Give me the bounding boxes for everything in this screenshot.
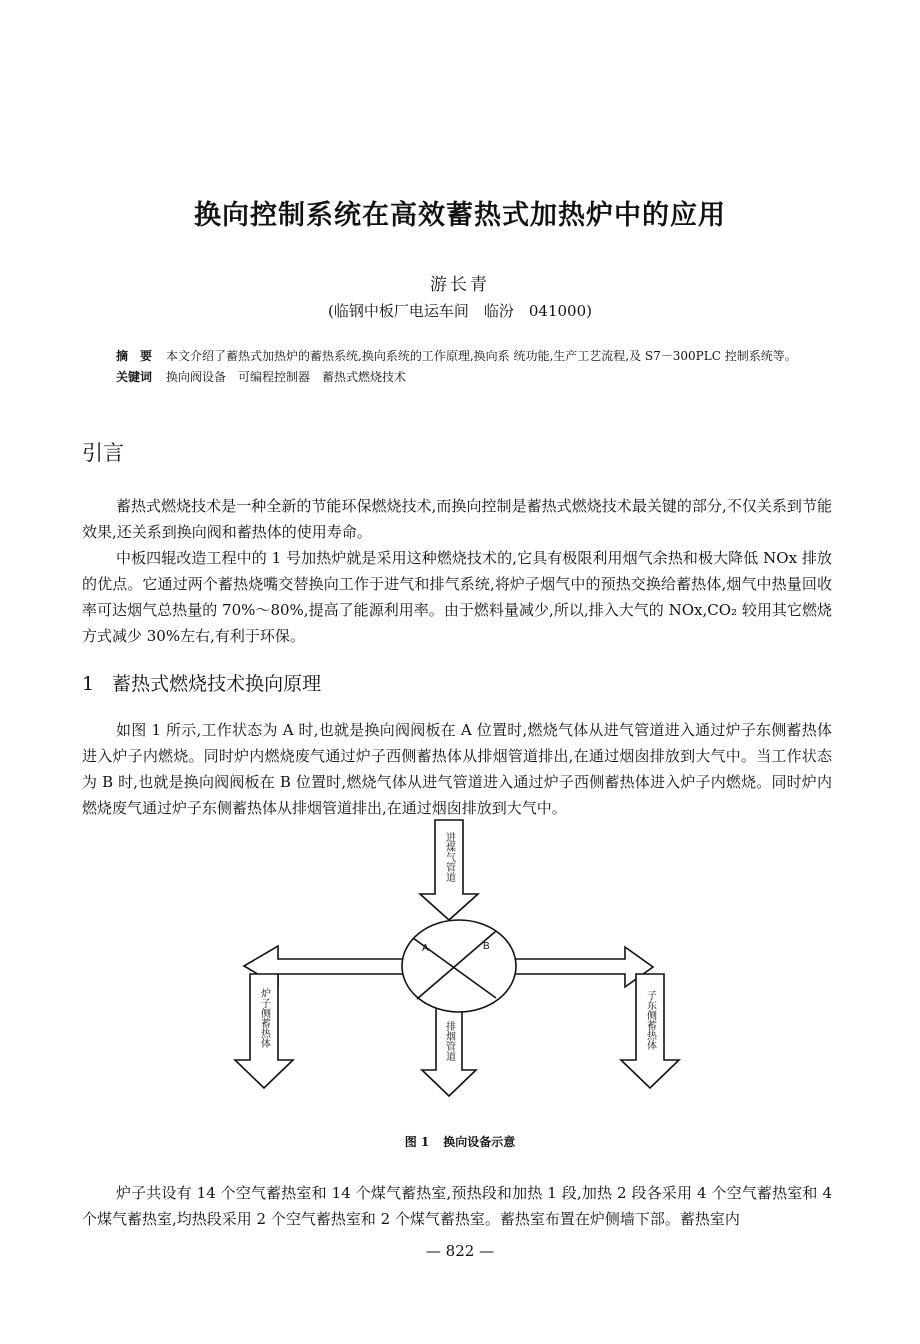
keywords-label: 关键词 (116, 370, 153, 384)
section-1-heading (82, 669, 321, 696)
figure-caption (0, 1133, 920, 1150)
exhaust-label: 排烟管道 (443, 1021, 455, 1061)
figure-caption-text: 换向设备示意 (443, 1135, 516, 1149)
abstract-label: 摘 要 (116, 349, 153, 363)
affiliation: (临钢中板厂电运车间 临汾 041000) (328, 302, 592, 320)
intro-paragraph-2: 中板四辊改造工程中的 1 号加热炉就是采用这种燃烧技术的,它具有极限利用烟气余热和极大降低 NOx 排放的优点。它通过两个蓄热烧嘴交替换向工作于进气和排气系统,将炉子烟气中的预热交换给蓄热体,烟气中热量回收率可达烟气总热量的 70%～80%,提高了能源利用率。由于燃料量减少,所以,排入大气的 NOx,CO₂ 较用其它燃烧方式减少 30%左右,有利于环保。 (82, 549, 832, 645)
keywords-line (116, 367, 828, 388)
section-1-paragraph-1: 如图 1 所示,工作状态为 A 时,也就是换向阀阀板在 A 位置时,燃烧气体从进气管道进入通过炉子东侧蓄热体进入炉子内燃烧。同时炉内燃烧废气通过炉子西侧蓄热体从排烟管道排出,在通过烟囱排放到大气中。当工作状态为 B 时,也就是换向阀阀板在 B 位置时,燃烧气体从进气管道进入通过炉子西侧蓄热体进入炉子内燃烧。同时炉内燃烧废气通过炉子东侧蓄热体从排烟管道排出,在通过烟囱排放到大气中。 (82, 721, 832, 817)
east-regenerator-label: 子东侧蓄热体 (644, 990, 656, 1050)
section-1-paragraph-2: 炉子共设有 14 个空气蓄热室和 14 个煤气蓄热室,预热段和加热 1 段,加热 2 段各采用 4 个空气蓄热室和 4 个煤气蓄热室,均热段采用 2 个空气蓄热室和 2 个煤气蓄热室。蓄热室布置在炉侧墙下部。蓄热室内 (82, 1184, 832, 1228)
abstract-line (116, 346, 828, 367)
section-title: 蓄热式燃烧技术换向原理 (112, 673, 322, 695)
reversing-valve-diagram (230, 818, 690, 1098)
east-arrow (515, 947, 653, 987)
intro-paragraph-1: 蓄热式燃烧技术是一种全新的节能环保燃烧技术,而换向控制是蓄热式燃烧技术最关键的部分,不仅关系到节能效果,还关系到换向阀和蓄热体的使用寿命。 (82, 497, 832, 541)
position-a-label: A (422, 943, 429, 954)
keywords-text: 换向阀设备 可编程控制器 蓄热式燃烧技术 (166, 370, 407, 384)
west-regenerator-label: 炉子侧蓄热体 (258, 988, 270, 1048)
abstract-block (116, 346, 828, 388)
paper-title: 换向控制系统在高效蓄热式加热炉中的应用 (194, 200, 726, 231)
section-number: 1 (82, 673, 95, 695)
position-b-label: B (483, 941, 490, 952)
intro-heading: 引言 (82, 441, 124, 465)
abstract-text: 本文介绍了蓄热式加热炉的蓄热系统,换向系统的工作原理,换向系 统功能,生产工艺流程,及 S7－300PLC 控制系统等。 (166, 349, 797, 363)
author: 游长青 (430, 275, 490, 295)
figure-number: 图 1 (404, 1135, 430, 1149)
inlet-label: 进煤气管道 (443, 832, 455, 882)
page-number: — 822 — (425, 1242, 495, 1260)
